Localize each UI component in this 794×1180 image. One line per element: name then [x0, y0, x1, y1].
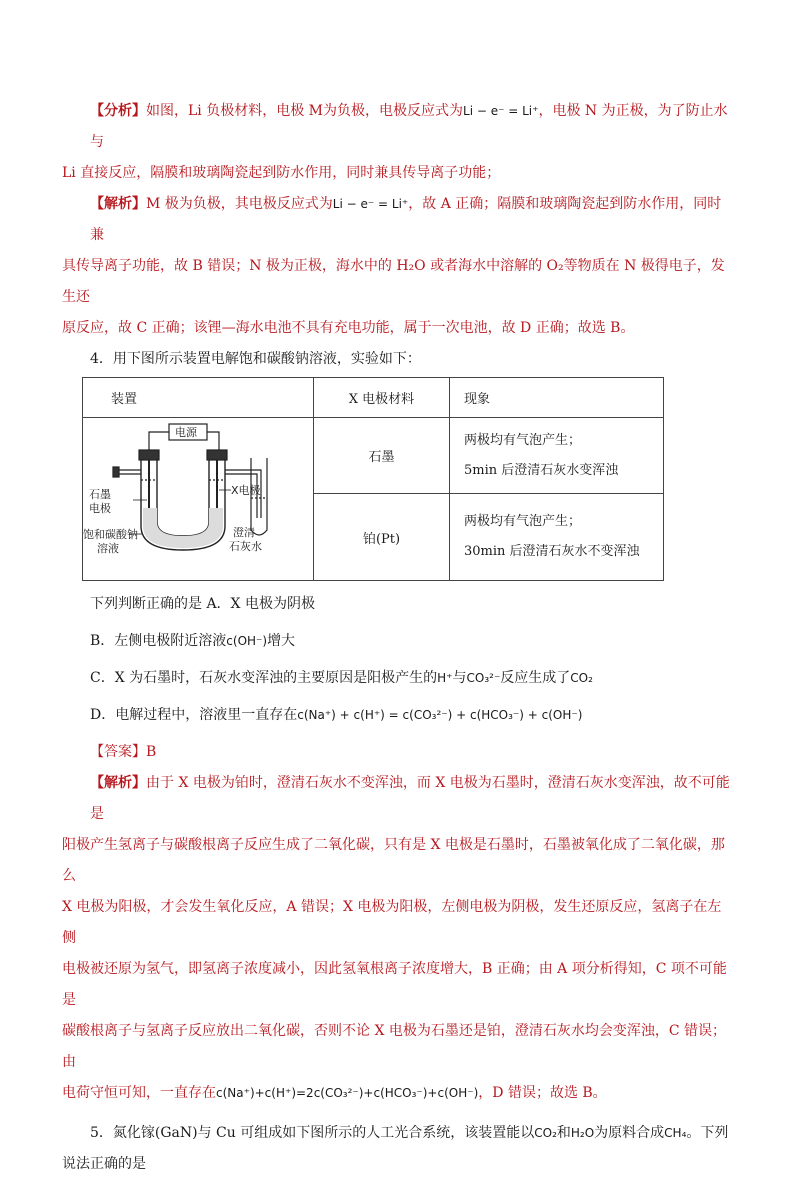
explain1-equation: Li − e⁻ = Li⁺ — [332, 197, 409, 211]
answer: 【答案】B — [90, 744, 157, 760]
option-c-pre: C．X 为石墨时，石灰水变浑浊的主要原因是阳极产生的 — [90, 670, 438, 686]
row1-observation-1: 两极均有气泡产生； — [464, 432, 582, 448]
explain2-line-5: 碳酸根离子与氢离子反应放出二氧化碳，否则不论 X 电极为石墨还是铂，澄清石灰水均会变浑浊，C 错误；由 — [62, 1023, 727, 1070]
option-d-pre: D．电解过程中，溶液里一直存在 — [90, 707, 298, 723]
explain1-label: 【解析】 — [90, 196, 146, 212]
solution-fill — [143, 508, 223, 548]
option-c-co2: CO₂ — [570, 671, 593, 685]
option-b-equation: c(OH⁻) — [226, 634, 268, 648]
option-c — [90, 663, 734, 694]
explain1-text-2: ，故 A 正确；隔膜和玻璃陶瓷起到防水作用，同时兼 — [90, 196, 722, 243]
row2-observation — [450, 494, 664, 581]
explain2-line-2: 阳极产生氢离子与碳酸根离子反应生成了二氧化碳，只有是 X 电极是石墨时，石墨被氧化成了二氧化碳，那么 — [62, 837, 725, 884]
analysis-text-1: 如图，Li 负极材料，电极 M为负极，电极反应式为 — [146, 103, 464, 119]
row2-observation-1: 两极均有气泡产生； — [464, 514, 582, 530]
header-x-material: X 电极材料 — [314, 378, 450, 418]
explain1-line-2: 具传导离子功能，故 B 错误；N 极为正极，海水中的 H₂O 或者海水中溶解的 O₂等物质在 N 极得电子，发生还 — [62, 258, 725, 305]
analysis-equation: Li − e⁻ = Li⁺ — [463, 104, 539, 118]
explain1-line-3: 原反应，故 C 正确；该锂—海水电池不具有充电功能，属于一次电池，故 D 正确；故选 B。 — [62, 320, 635, 336]
graphite-label-2: 电极 — [89, 502, 111, 515]
explain1-line-1 — [62, 189, 734, 251]
limewater-label-1: 澄清 — [233, 526, 255, 539]
explain2-line-6 — [62, 1078, 734, 1109]
analysis-line-2: Li 直接反应，隔膜和玻璃陶瓷起到防水作用，同时兼具传导离子功能； — [62, 165, 501, 181]
solution-label-2: 溶液 — [97, 542, 119, 555]
electrolysis-diagram — [83, 418, 283, 576]
analysis-line-1 — [62, 96, 734, 158]
apparatus-diagram-cell — [83, 418, 314, 581]
experiment-table — [82, 377, 664, 581]
q5-h2o: H₂O — [570, 1126, 595, 1140]
question-4-judge: 下列判断正确的是 A．X 电极为阴极 — [90, 596, 315, 612]
option-b-pre: B．左侧电极附近溶液 — [90, 633, 227, 649]
question-4-stem: 4．用下图所示装置电解饱和碳酸钠溶液，实验如下： — [90, 351, 421, 367]
explain2-line-1 — [62, 768, 734, 830]
analysis-label: 【分析】 — [90, 103, 146, 119]
graphite-label-1: 石墨 — [89, 488, 111, 501]
analysis-text-2: ，电极 N 为正极，为了防止水与 — [90, 103, 728, 150]
page-content — [62, 96, 734, 1180]
option-c-co3: CO₃²⁻ — [466, 671, 501, 685]
explain2-label: 【解析】 — [90, 775, 146, 791]
q5-mid: 和 — [556, 1125, 571, 1141]
header-phenomenon: 现象 — [450, 378, 664, 418]
q5-ch4: CH₄ — [664, 1126, 687, 1140]
limewater-label-2: 石灰水 — [229, 540, 262, 553]
explain2-line-4: 电极被还原为氢气，即氢离子浓度减小，因此氢氧根离子浓度增大，B 正确；由 A 项分析得知，C 项不可能是 — [62, 961, 727, 1008]
question-5-line-2: 说法正确的是 — [62, 1156, 146, 1172]
explain2-last-equation: c(Na⁺)+c(H⁺)=2c(CO₃²⁻)+c(HCO₃⁻)+c(OH⁻) — [216, 1086, 479, 1100]
power-label: 电源 — [175, 426, 197, 439]
option-c-h: H⁺ — [437, 671, 453, 685]
explain1-text-1: M 极为负极，其电极反应式为 — [146, 196, 333, 212]
row2-observation-2: 30min 后澄清石灰水不变浑浊 — [464, 544, 640, 560]
row1-observation — [450, 418, 664, 494]
option-d-equation: c(Na⁺) + c(H⁺) = c(CO₃²⁻) + c(HCO₃⁻) + c(OH⁻) — [297, 708, 583, 722]
table-row — [83, 418, 664, 494]
option-b-post: 增大 — [267, 633, 296, 649]
option-d — [90, 700, 734, 731]
explain2-line-3: X 电极为阳极，才会发生氧化反应，A 错误；X 电极为阳极，左侧电极为阴极，发生还原反应，氢离子在左侧 — [62, 899, 722, 946]
explain2-last-pre: 电荷守恒可知，一直存在 — [62, 1085, 216, 1101]
option-b — [90, 626, 734, 657]
table-header-row — [83, 378, 664, 418]
row1-observation-2: 5min 后澄清石灰水变浑浊 — [464, 462, 619, 478]
solution-label-1: 饱和碳酸钠 — [83, 528, 138, 541]
q5-post: 。下列 — [686, 1125, 729, 1141]
header-apparatus: 装置 — [83, 378, 314, 418]
q5-mid2: 为原料合成 — [594, 1125, 665, 1141]
x-electrode-label: X电极 — [231, 484, 261, 497]
option-c-post: 反应生成了 — [500, 670, 571, 686]
option-c-mid: 与 — [452, 670, 467, 686]
row1-material: 石墨 — [314, 418, 450, 494]
explain2-last-post: ，D 错误；故选 B。 — [478, 1085, 607, 1101]
q5-pre: 5．氮化镓(GaN)与 Cu 可组成如下图所示的人工光合系统，该装置能以 — [90, 1125, 535, 1141]
q5-co2: CO₂ — [534, 1126, 557, 1140]
explain2-text-1: 由于 X 电极为铂时，澄清石灰水不变浑浊，而 X 电极为石墨时，澄清石灰水变浑浊，故不可能是 — [90, 775, 730, 822]
row2-material: 铂(Pt) — [314, 494, 450, 581]
